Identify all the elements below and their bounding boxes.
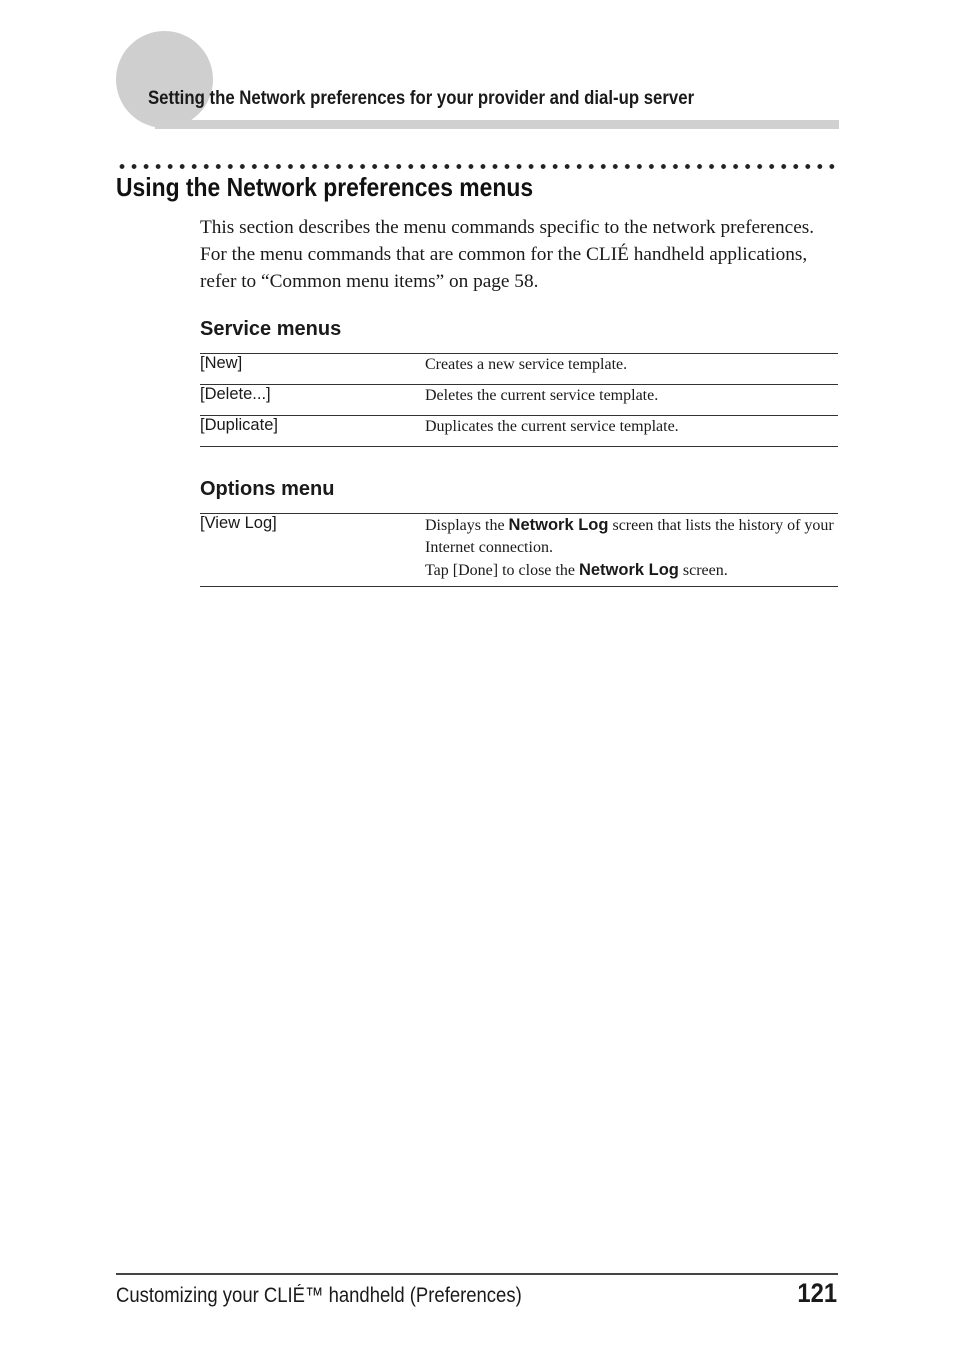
options-menu-heading: Options menu bbox=[200, 478, 335, 500]
service-menus-heading: Service menus bbox=[200, 318, 342, 340]
table-row bbox=[200, 416, 838, 447]
menu-command: [Delete...] bbox=[200, 385, 271, 403]
menu-command: [New] bbox=[200, 354, 243, 372]
table-row bbox=[200, 514, 838, 587]
dotted-divider bbox=[116, 163, 838, 170]
table-row bbox=[200, 385, 838, 416]
menu-description: Displays the Network Log screen that lists the history of your Internet connection. Tap [Done] to close the Network Log screen. bbox=[425, 516, 834, 579]
menu-command: [View Log] bbox=[200, 514, 277, 532]
menu-command: [Duplicate] bbox=[200, 416, 278, 434]
page-number: 121 bbox=[797, 1278, 837, 1308]
network-log-label: Network Log bbox=[508, 516, 609, 534]
footer-rule bbox=[116, 1273, 838, 1275]
network-log-label: Network Log bbox=[578, 561, 679, 579]
service-menus-table bbox=[200, 353, 838, 447]
menu-description: Creates a new service template. bbox=[425, 356, 628, 373]
footer-chapter-text: Customizing your CLIÉ™ handheld (Preferences) bbox=[116, 1284, 522, 1307]
section-title: Using the Network preferences menus bbox=[116, 172, 534, 202]
chapter-title: Setting the Network preferences for your provider and dial-up server bbox=[148, 87, 695, 109]
chapter-header-bar bbox=[155, 120, 839, 129]
options-menu-table bbox=[200, 513, 838, 587]
intro-paragraph: This section describes the menu commands specific to the network preferences. For the menu commands that are common for the CLIÉ handheld applications, refer to “Common menu items” on page 58. bbox=[200, 217, 815, 292]
chapter-tab-circle bbox=[116, 31, 213, 128]
menu-description: Duplicates the current service template. bbox=[425, 418, 679, 435]
menu-description: Deletes the current service template. bbox=[425, 387, 659, 404]
table-row bbox=[200, 354, 838, 385]
